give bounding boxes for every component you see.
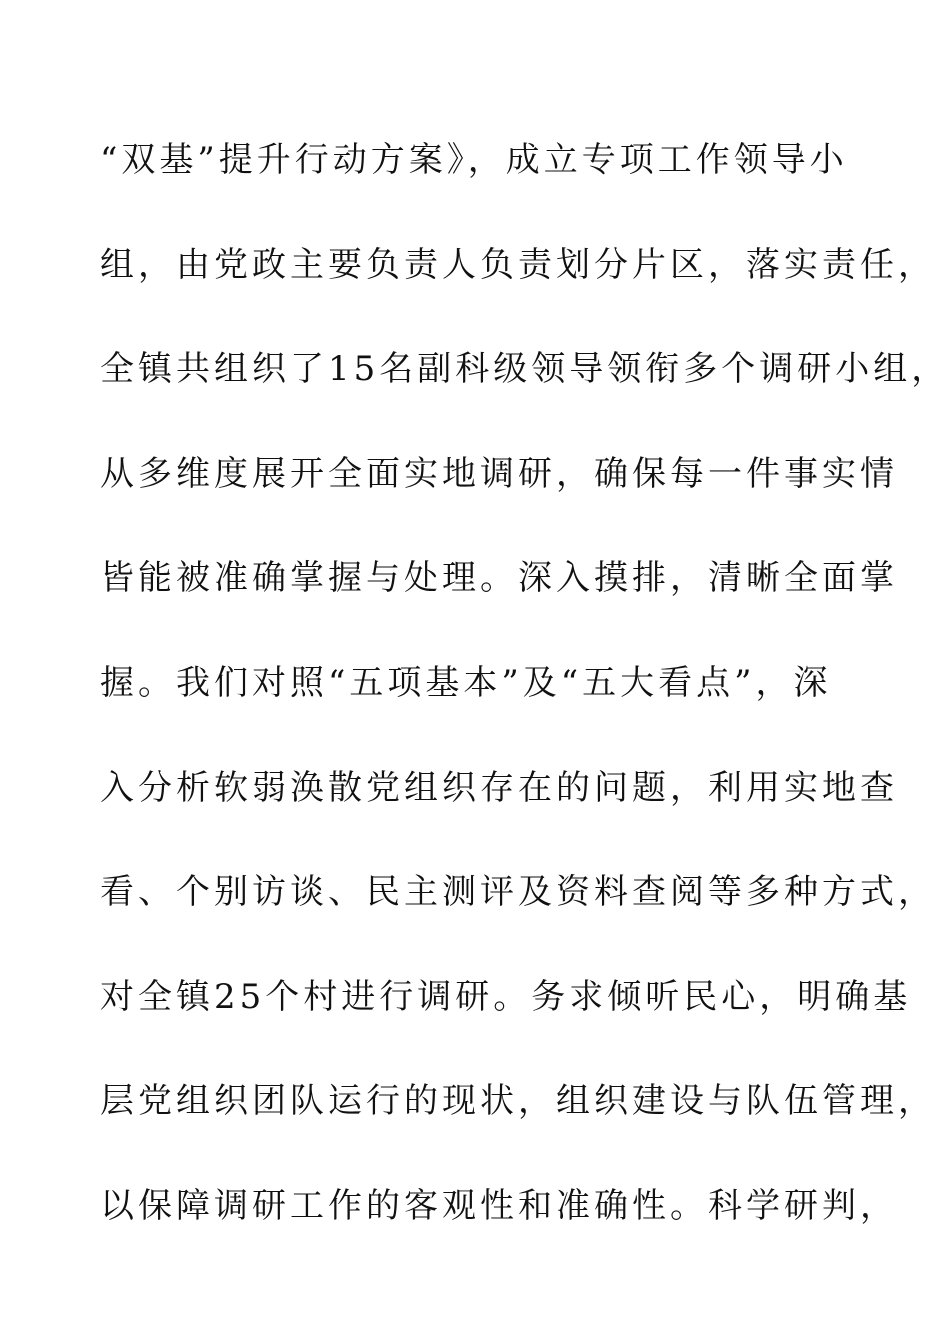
body-text [100, 125, 950, 1276]
text-line: 以保障调研工作的客观性和准确性。科学研判， [100, 1185, 898, 1226]
text-line: 皆能被准确掌握与处理。深入摸排，清晰全面掌 [100, 558, 898, 599]
text-line: 对全镇25个村进行调研。务求倾听民心，明确基 [100, 976, 912, 1017]
text-line: “双基”提升行动方案》，成立专项工作领导小 [100, 140, 848, 180]
text-line: 看、个别访谈、民主测评及资料查阅等多种方式， [100, 872, 936, 913]
text-line: 从多维度展开全面实地调研，确保每一件事实情 [100, 453, 898, 494]
text-line: 层党组织团队运行的现状，组织建设与队伍管理， [100, 1081, 936, 1122]
text-line: 入分析软弱涣散党组织存在的问题，利用实地查 [100, 767, 898, 808]
text-line: 握。我们对照“五项基本”及“五大看点”，深 [100, 662, 832, 703]
text-line: 组，由党政主要负责人负责划分片区，落实责任， [100, 244, 936, 285]
text-line: 全镇共组织了15名副科级领导领衔多个调研小组， [100, 349, 950, 390]
